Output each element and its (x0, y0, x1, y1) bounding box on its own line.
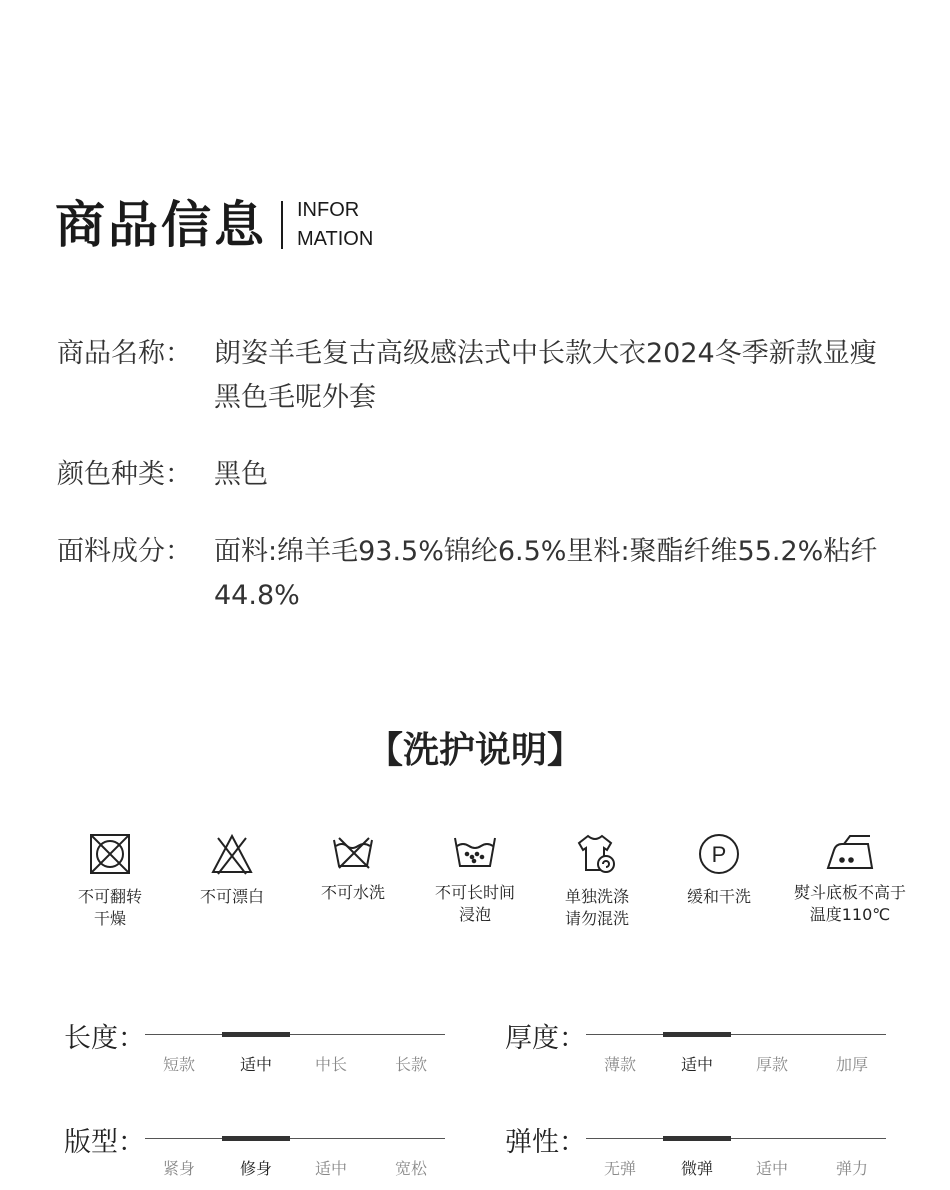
care-label: 不可长时间 浸泡 (434, 883, 515, 924)
no-long-soak-icon (452, 832, 498, 872)
care-item (405, 832, 545, 926)
care-label: 单独洗涤 请勿混洗 (564, 887, 629, 928)
iron-low-temp-icon (824, 832, 876, 872)
scale-option: 弹力 (835, 1159, 868, 1178)
scale-option: 紧身 (162, 1159, 195, 1178)
no-bleach-icon (210, 832, 254, 876)
scale-track (586, 1138, 886, 1139)
care-item (162, 832, 302, 908)
scale-option: 长款 (394, 1055, 427, 1074)
scale-track (586, 1034, 886, 1035)
section-title: 商品信息 (55, 196, 267, 254)
scale-label-fit: 版型： (64, 1127, 145, 1158)
care-label: 熨斗底板不高于 温度110℃ (793, 883, 906, 924)
subtitle-line-2: MATION (297, 228, 374, 250)
info-value: 黑色 (214, 459, 268, 490)
scale-option: 宽松 (394, 1159, 427, 1178)
care-title: 【洗护说明】 (366, 730, 583, 771)
scale-option: 适中 (755, 1159, 788, 1178)
care-label: 不可翻转 干燥 (77, 887, 142, 928)
scale-track (145, 1138, 445, 1139)
section-header (55, 195, 373, 255)
scale-indicator (663, 1032, 731, 1037)
wash-separately-icon (574, 832, 620, 876)
care-item (649, 832, 789, 908)
no-tumble-dry-icon (88, 832, 132, 876)
scale-label-thickness: 厚度： (505, 1023, 586, 1054)
scale-label-elasticity: 弹性： (505, 1127, 586, 1158)
scale-indicator (663, 1136, 731, 1141)
scale-option: 短款 (162, 1055, 195, 1074)
scale-indicator (222, 1032, 290, 1037)
scale-option: 薄款 (603, 1055, 636, 1074)
care-label: 不可漂白 (199, 887, 264, 906)
care-label: 不可水洗 (320, 883, 385, 902)
subtitle-line-1: INFOR (297, 199, 360, 221)
scale-option-selected: 适中 (680, 1055, 713, 1074)
section-subtitle (297, 196, 373, 254)
svg-text:P: P (711, 842, 727, 867)
scale-option: 无弹 (603, 1159, 636, 1178)
info-value: 朗姿羊毛复古高级感法式中长款大衣2024冬季新款显瘦黑色毛呢外套 (214, 338, 877, 413)
info-row-color (57, 453, 897, 497)
care-item (40, 832, 180, 930)
scale-indicator (222, 1136, 290, 1141)
info-label: 商品名称： (57, 338, 192, 369)
care-item (283, 832, 423, 904)
scale-option-selected: 修身 (239, 1159, 272, 1178)
info-label: 面料成分： (57, 536, 192, 567)
scale-option: 加厚 (835, 1055, 868, 1074)
scale-track (145, 1034, 445, 1035)
scale-option: 厚款 (755, 1055, 788, 1074)
gentle-dry-clean-icon (697, 832, 741, 876)
info-row-name (57, 332, 897, 420)
scale-option: 中长 (314, 1055, 347, 1074)
title-divider (281, 201, 283, 249)
no-wash-icon (331, 832, 375, 872)
info-row-fabric (57, 530, 897, 618)
care-item (527, 832, 667, 930)
info-label: 颜色种类： (57, 459, 192, 490)
care-item (780, 832, 920, 926)
scale-option: 适中 (314, 1159, 347, 1178)
care-label: 缓和干洗 (686, 887, 751, 906)
scale-option-selected: 微弹 (680, 1159, 713, 1178)
scale-option-selected: 适中 (239, 1055, 272, 1074)
info-value: 面料:绵羊毛93.5%锦纶6.5%里料:聚酯纤维55.2%粘纤44.8% (214, 536, 878, 611)
scale-label-length: 长度： (64, 1023, 145, 1054)
